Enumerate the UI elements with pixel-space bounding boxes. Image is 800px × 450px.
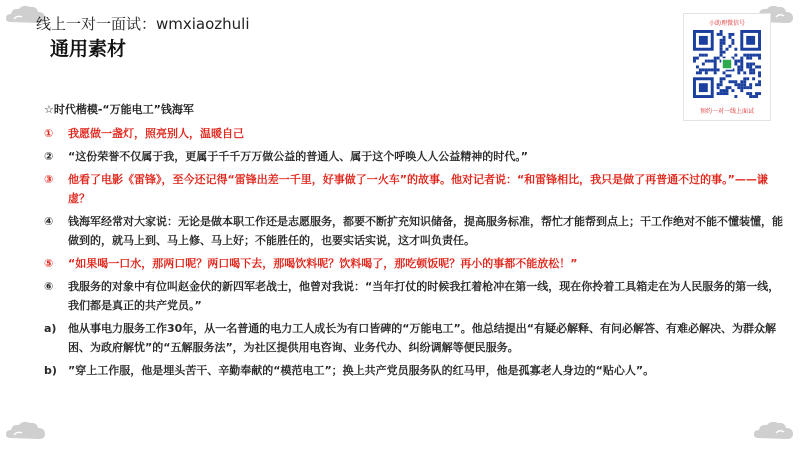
list-item xyxy=(44,212,784,250)
list-item-text: “如果喝一口水，那两口呢？两口喝下去，那喝饮料呢？饮料喝了，那吃顿饭呢？再小的事都不能放松！” xyxy=(68,257,578,270)
list-item xyxy=(44,361,784,380)
page-title: 通用素材 xyxy=(50,38,127,60)
cloud-decoration-bottom-left xyxy=(4,420,48,444)
list-item xyxy=(44,124,784,143)
list-item-marker: ③ xyxy=(44,173,54,186)
list-item-text: 钱海军经常对大家说：无论是做本职工作还是志愿服务，都要不断扩充知识储备，提高服务标准，帮忙才能帮到点上；干工作绝对不能不懂装懂，能做到的，就马上到、马上修、马上好；不能胜任的，也要实话实说，这才叫负责任。 xyxy=(68,215,783,247)
list-item-text: 他从事电力服务工作30年，从一名普通的电力工人成长为有口皆碑的“万能电工”。他总结提出“有疑必解释、有问必解答、有难必解决、为群众解困、为政府解忧”的“五解服务法”，为社区提供用电咨询、业务代办、纠纷调解等便民服务。 xyxy=(68,322,776,354)
list-item-marker: ② xyxy=(44,150,54,163)
list-item xyxy=(44,319,784,357)
header-contact-line: 线上一对一面试：wmxiaozhuli xyxy=(36,15,250,33)
list-item-text: ”穿上工作服，他是埋头苦干、辛勤奉献的“模范电工”；换上共产党员服务队的红马甲，他是孤寡老人身边的“贴心人”。 xyxy=(68,364,655,377)
qr-top-label: 小助理微信号 xyxy=(708,20,745,27)
list-item-marker: b) xyxy=(44,364,57,377)
item-list xyxy=(44,124,784,380)
list-item-text: 他看了电影《雷锋》，至今还记得“雷锋出差一千里，好事做了一火车”的故事。他对记者说：“和雷锋相比，我只是做了再普通不过的事。”——谦虚？ xyxy=(68,173,768,205)
content-area xyxy=(44,101,784,384)
list-item-text: “这份荣誉不仅属于我，更属于千千万万做公益的普通人、属于这个呼唤人人公益精神的时代。” xyxy=(68,150,528,163)
list-item-text: 我愿做一盏灯，照亮别人，温暖自己 xyxy=(68,127,244,140)
list-item-marker: ① xyxy=(44,127,54,140)
qr-bottom-label: 预约一对一线上面试 xyxy=(699,108,754,115)
list-item-marker: ⑥ xyxy=(44,280,54,293)
cloud-decoration-bottom-right xyxy=(752,420,796,444)
qr-code-image xyxy=(693,30,761,98)
list-item-text: 我服务的对象中有位叫赵金伏的新四军老战士，他曾对我说：“当年打仗的时候我扛着枪冲在第一线，现在你拎着工具箱走在为人民服务的第一线，我们都是真正的共产党员。” xyxy=(68,280,780,312)
section-title: ☆时代楷模-“万能电工”钱海军 xyxy=(44,103,194,116)
list-item xyxy=(44,254,784,273)
list-item-marker: ④ xyxy=(44,215,54,228)
list-item xyxy=(44,277,784,315)
list-item-marker: ⑤ xyxy=(44,257,54,270)
list-item-marker: a) xyxy=(44,322,57,335)
list-item xyxy=(44,170,784,208)
list-item xyxy=(44,147,784,166)
